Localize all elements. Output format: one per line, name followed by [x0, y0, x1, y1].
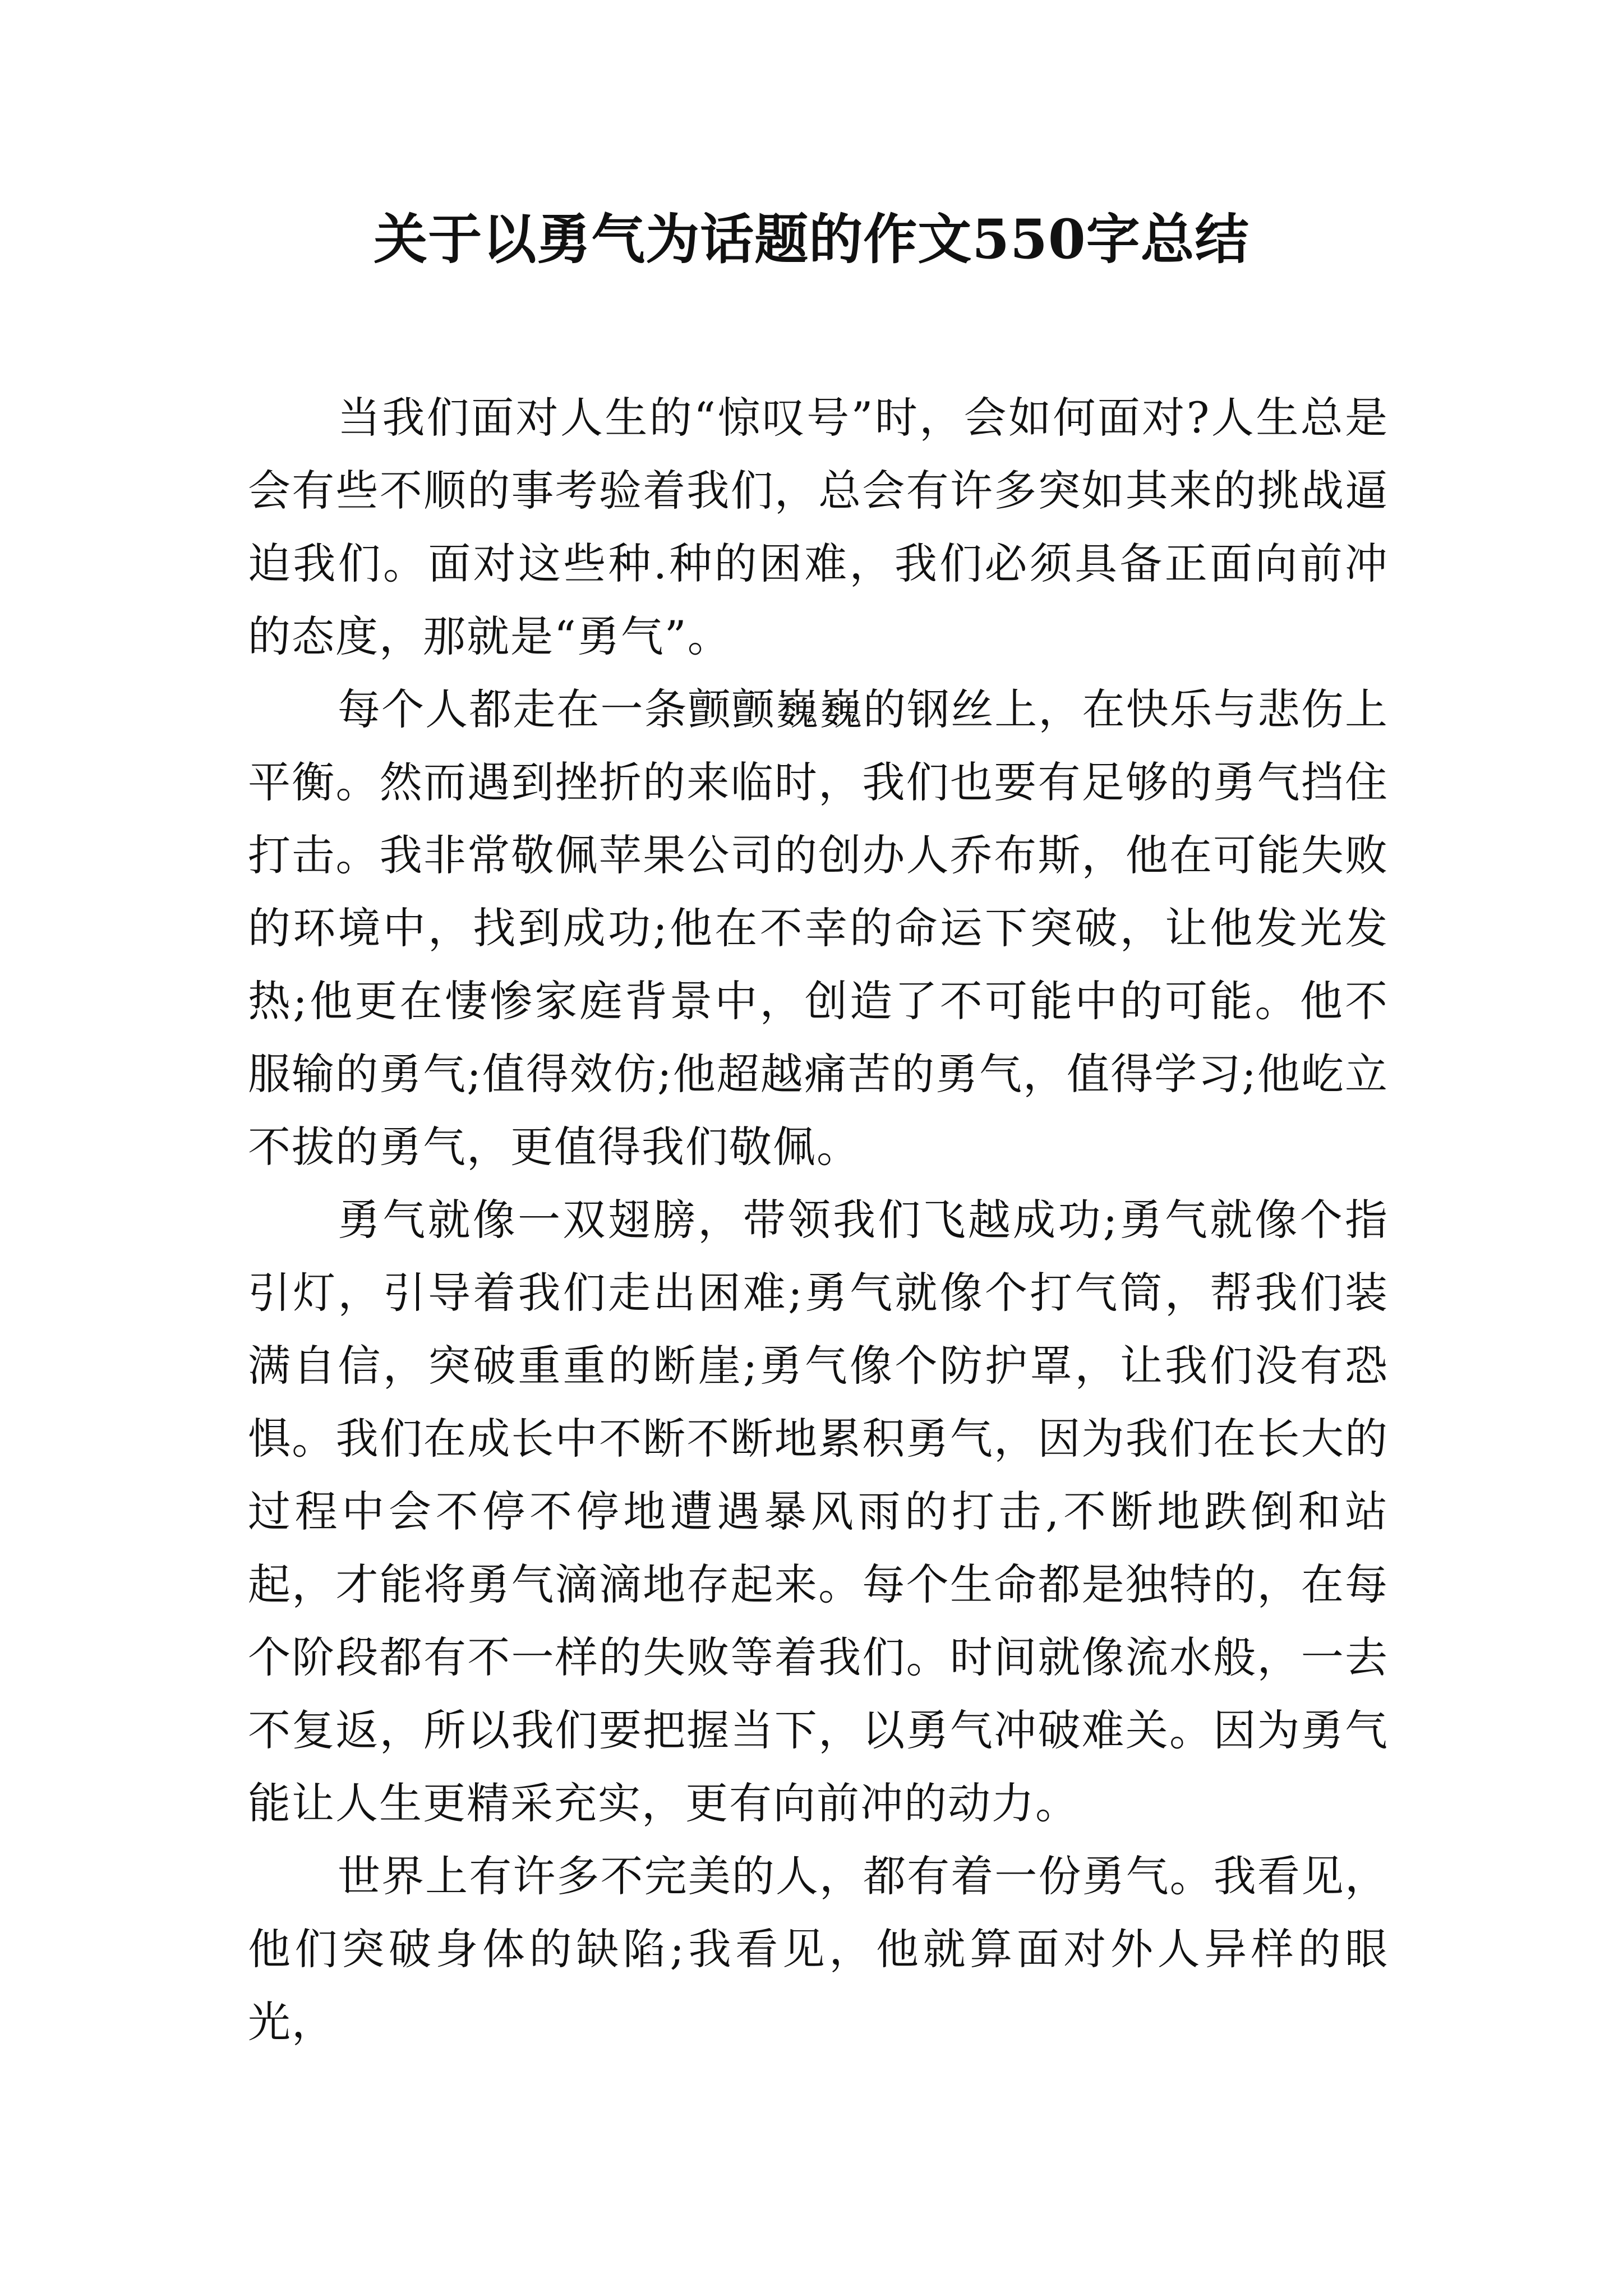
paragraph: 每个人都走在一条颤颤巍巍的钢丝上，在快乐与悲伤上平衡。然而遇到挫折的来临时，我们也要有足够的勇气挡住打击。我非常敬佩苹果公司的创办人乔布斯，他在可能失败的环境中，找到成功;他在不幸的命运下突破，让他发光发热;他更在悽惨家庭背景中，创造了不可能中的可能。他不服输的勇气;值得效仿;他超越痛苦的勇气，值得学习;他屹立不拔的勇气，更值得我们敬佩。	[248, 684, 1389, 1172]
document-title: 关于以勇气为话题的作文550字总结	[374, 208, 1249, 271]
document-body	[248, 381, 1389, 2059]
paragraph: 当我们面对人生的“惊叹号”时，会如何面对?人生总是会有些不顺的事考验着我们，总会有许多突如其来的挑战逼迫我们。面对这些种.种的困难，我们必须具备正面向前冲的态度，那就是“勇气”。	[248, 393, 1389, 661]
paragraph: 世界上有许多不完美的人，都有着一份勇气。我看见，他们突破身体的缺陷;我看见，他就算面对外人异样的眼光，	[248, 1851, 1389, 2047]
paragraph: 勇气就像一双翅膀，带领我们飞越成功;勇气就像个指引灯，引导着我们走出困难;勇气就像个打气筒，帮我们装满自信，突破重重的断崖;勇气像个防护罩，让我们没有恐惧。我们在成长中不断不断地累积勇气，因为我们在长大的过程中会不停不停地遭遇暴风雨的打击,不断地跌倒和站起，才能将勇气滴滴地存起来。每个生命都是独特的，在每个阶段都有不一样的失败等着我们。时间就像流水般，一去不复返，所以我们要把握当下，以勇气冲破难关。因为勇气能让人生更精采充实，更有向前冲的动力。	[248, 1195, 1389, 1828]
